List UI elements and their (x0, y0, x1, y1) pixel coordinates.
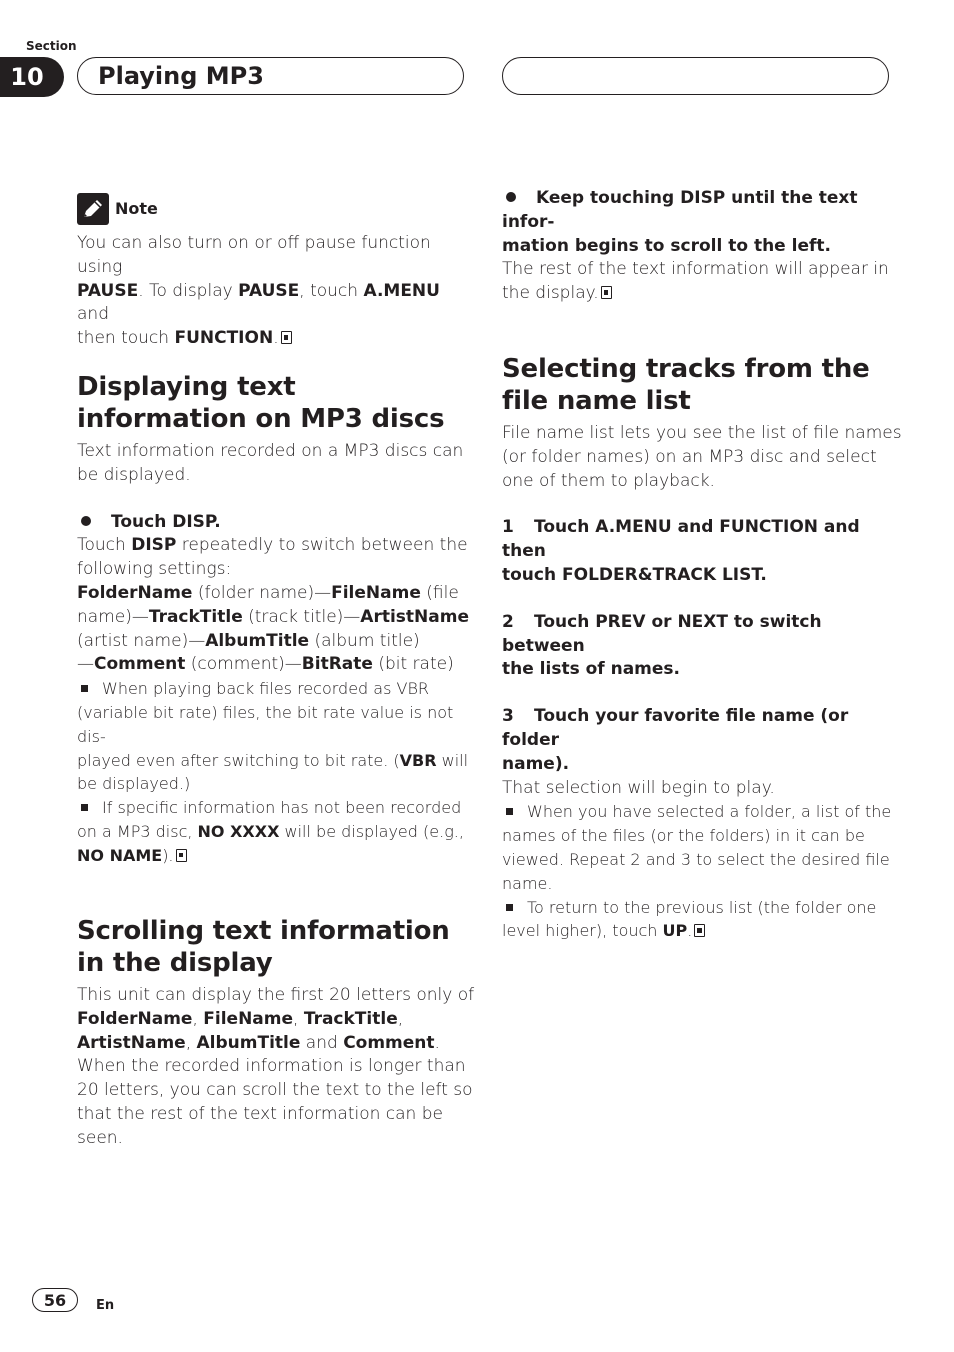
body-line: (artist name)—AlbumTitle (album title) (77, 630, 420, 651)
section-heading: Scrolling text information in the display (77, 916, 450, 978)
note-block (77, 193, 467, 351)
note-line: You can also turn on or off pause function using (77, 233, 431, 277)
note-item: When you have selected a folder, a list of the names of the files (or the folders) in it can be viewed. Repeat 2 and 3 to select the desired file name. (502, 802, 892, 893)
step-heading: mation begins to scroll to the left. (502, 235, 831, 256)
step-3: 3 Touch your favorite file name (or folder (502, 706, 849, 750)
body-line: This unit can display the first 20 letters only of (77, 985, 475, 1005)
square-bullet-icon (506, 904, 513, 911)
body-line: That selection will begin to play. (502, 777, 775, 798)
body-line: —Comment (comment)—BitRate (bit rate) (77, 654, 454, 675)
section-heading: Selecting tracks from the file name list (502, 354, 870, 416)
scroll-section (77, 915, 477, 1151)
page-number: 56 (32, 1288, 78, 1312)
step-1-cont: touch FOLDER&TRACK LIST. (502, 564, 767, 585)
section-number-tab (0, 57, 64, 97)
note-label: Note (115, 199, 158, 219)
square-bullet-icon (506, 808, 513, 815)
note-item: If specific information has not been recorded on a MP3 disc, NO XXXX will be displayed (e.g., NO NAME). (77, 798, 464, 865)
body-line: seen. (77, 1127, 123, 1148)
note-item: When playing back files recorded as VBR (variable bit rate) files, the bit rate value is not dis- played even after switching to bit rate. (VBR will be displayed.) (77, 679, 469, 794)
chapter-title: Playing MP3 (98, 62, 264, 90)
end-mark-icon (694, 924, 705, 937)
body-line: 20 letters, you can scroll the text to the left so (77, 1080, 473, 1101)
body-line: (or folder names) on an MP3 disc and select (502, 446, 877, 467)
bullet-icon (81, 516, 91, 526)
square-bullet-icon (81, 685, 88, 692)
step-2: 2 Touch PREV or NEXT to switch between (502, 611, 822, 656)
pencil-note-icon (77, 193, 109, 225)
body-line: that the rest of the text information can be (77, 1103, 443, 1124)
bullet-icon (506, 192, 516, 202)
section-number: 10 (10, 63, 44, 91)
body-line: name)—TrackTitle (track title)—ArtistName (77, 606, 469, 627)
body-line: When the recorded information is longer than (77, 1056, 466, 1077)
section-heading: Displaying text information on MP3 discs (77, 372, 445, 434)
body-line: Text information recorded on a MP3 discs can (77, 441, 464, 461)
step-heading: Keep touching DISP until the text infor- (502, 188, 858, 232)
step-3-cont: name). (502, 753, 570, 774)
section-label: Section (26, 39, 77, 53)
step-1: 1 Touch A.MENU and FUNCTION and then (502, 517, 860, 562)
note-item: To return to the previous list (the folder one level higher), touch UP. (502, 897, 877, 941)
body-line: FolderName, FileName, TrackTitle, (77, 1008, 404, 1029)
step-heading: Touch DISP. (77, 511, 477, 535)
body-line: one of them to playback. (502, 470, 715, 491)
body-line: Touch DISP repeatedly to switch between the (77, 535, 468, 556)
square-bullet-icon (81, 804, 88, 811)
body-line: FolderName (folder name)—FileName (file (77, 582, 459, 603)
body-line: File name list lets you see the list of file names (502, 423, 902, 443)
body-line: The rest of the text information will appear in (502, 259, 889, 280)
end-mark-icon (281, 331, 292, 344)
body-line: following settings: (77, 559, 232, 580)
end-mark-icon (601, 286, 612, 299)
note-line: PAUSE. To display PAUSE, touch A.MENU and (77, 280, 440, 325)
language-code: En (96, 1298, 115, 1313)
body-line: ArtistName, AlbumTitle and Comment. (77, 1032, 440, 1053)
blank-header-frame (502, 57, 889, 95)
body-line: the display. (502, 282, 902, 306)
display-section (77, 371, 477, 868)
step-2-cont: the lists of names. (502, 659, 681, 680)
scroll-step-block (502, 187, 902, 306)
end-mark-icon (176, 849, 187, 862)
select-section (502, 353, 902, 943)
note-line: then touch FUNCTION. (77, 327, 467, 351)
body-line: be displayed. (77, 464, 191, 485)
